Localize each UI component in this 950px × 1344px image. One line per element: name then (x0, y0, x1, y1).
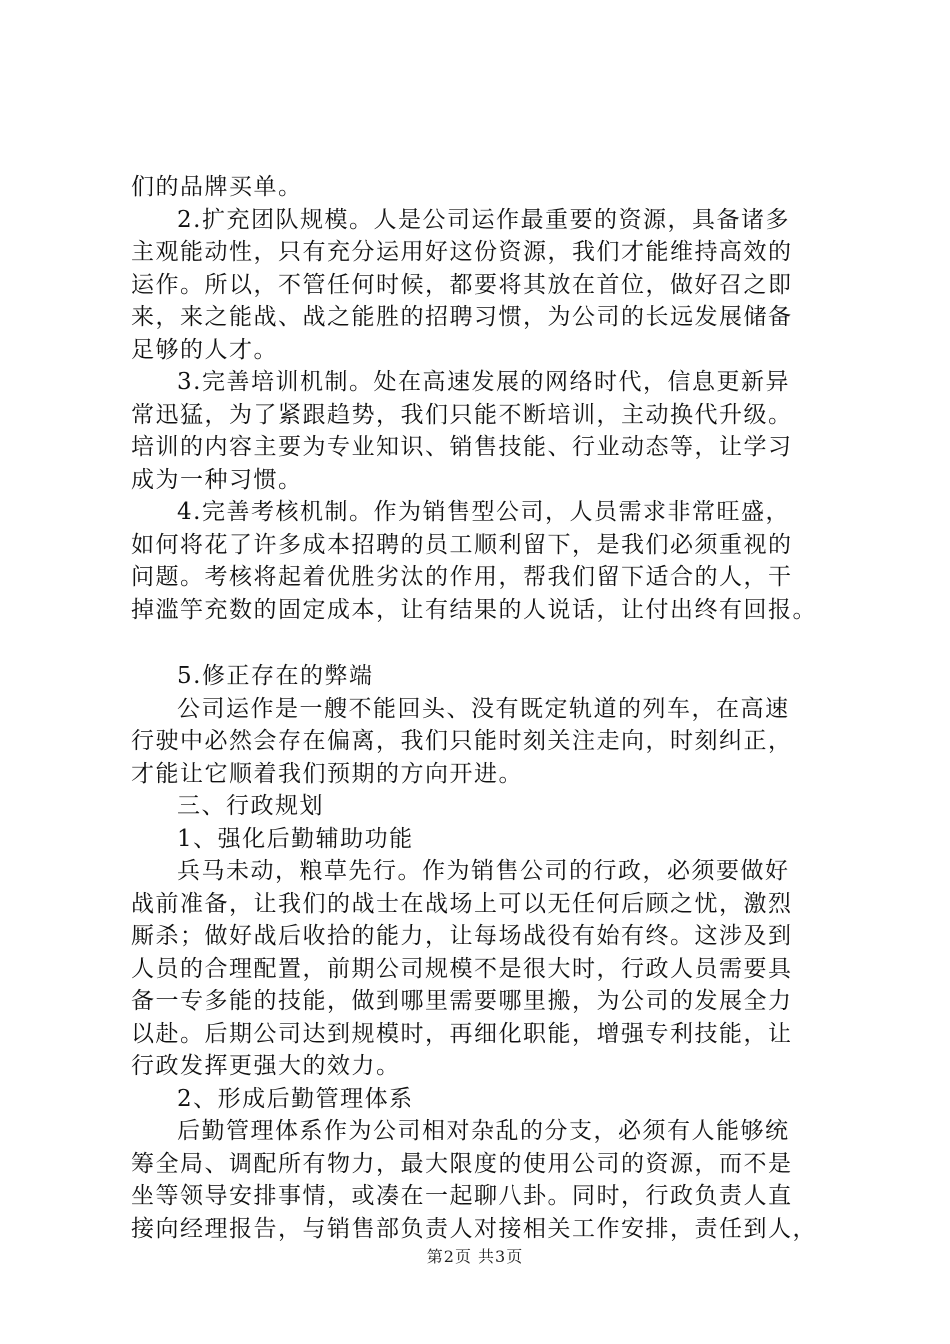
text-line: 战前准备，让我们的战士在战场上可以无任何后顾之忧，激烈 (131, 890, 793, 917)
text-line: 问题。考核将起着优胜劣汰的作用，帮我们留下适合的人，干 (131, 564, 793, 590)
text-line: 人员的合理配置，前期公司规模不是很大时，行政人员需要具 (131, 955, 793, 982)
text-line: 公司运作是一艘不能回头、没有既定轨道的列车，在高速 (177, 695, 790, 722)
text-line: 如何将花了许多成本招聘的员工顺利留下，是我们必须重视的 (131, 531, 793, 558)
section-heading: 三、行政规划 (177, 793, 324, 819)
text-line: 4.完善考核机制。作为销售型公司，人员需求非常旺盛， (177, 499, 790, 525)
text-line: 来，来之能战、战之能胜的招聘习惯，为公司的长远发展储备 (131, 304, 793, 330)
text-line: 运作。所以，不管任何时候，都要将其放在首位，做好召之即 (131, 271, 793, 298)
text-line: 足够的人才。 (131, 336, 278, 363)
text-line: 厮杀；做好战后收拾的能力，让每场战役有始有终。这涉及到 (131, 923, 793, 949)
text-line: 筹全局、调配所有物力，最大限度的使用公司的资源，而不是 (131, 1150, 793, 1177)
text-line: 成为一种习惯。 (131, 466, 303, 493)
subsection-heading: 1、强化后勤辅助功能 (177, 825, 414, 852)
text-line: 兵马未动，粮草先行。作为销售公司的行政，必须要做好 (177, 858, 790, 884)
text-line: 坐等领导安排事情，或凑在一起聊八卦。同时，行政负责人直 (131, 1183, 793, 1209)
paragraph-gap (131, 626, 851, 660)
text-line: 们的品牌买单。 (131, 174, 303, 200)
text-line: 培训的内容主要为专业知识、销售技能、行业动态等，让学习 (131, 434, 793, 460)
section-heading: 5.修正存在的弊端 (177, 663, 374, 689)
text-line: 行政发挥更强大的效力。 (131, 1053, 401, 1079)
text-line: 3.完善培训机制。处在高速发展的网络时代，信息更新异 (177, 369, 790, 395)
text-line: 主观能动性，只有充分运用好这份资源，我们才能维持高效的 (131, 239, 793, 265)
subsection-heading: 2、形成后勤管理体系 (177, 1085, 414, 1112)
text-line: 接向经理报告，与销售部负责人对接相关工作安排，责任到人， (131, 1215, 817, 1242)
page-indicator: 第2页 共3页 (426, 1247, 524, 1266)
document-body (131, 171, 851, 1245)
text-line: 行驶中必然会存在偏离，我们只能时刻关注走向，时刻纠正， (131, 728, 793, 754)
text-line: 掉滥竽充数的固定成本，让有结果的人说话，让付出终有回报。 (131, 596, 817, 623)
text-line: 后勤管理体系作为公司相对杂乱的分支，必须有人能够统 (177, 1118, 790, 1144)
text-line: 备一专多能的技能，做到哪里需要哪里搬，为公司的发展全力 (131, 988, 793, 1014)
text-line: 以赴。后期公司达到规模时，再细化职能，增强专利技能，让 (131, 1020, 793, 1047)
text-line: 才能让它顺着我们预期的方向开进。 (131, 760, 523, 787)
text-line: 2.扩充团队规模。人是公司运作最重要的资源，具备诸多 (177, 206, 790, 233)
text-line: 常迅猛，为了紧跟趋势，我们只能不断培训，主动换代升级。 (131, 401, 793, 428)
